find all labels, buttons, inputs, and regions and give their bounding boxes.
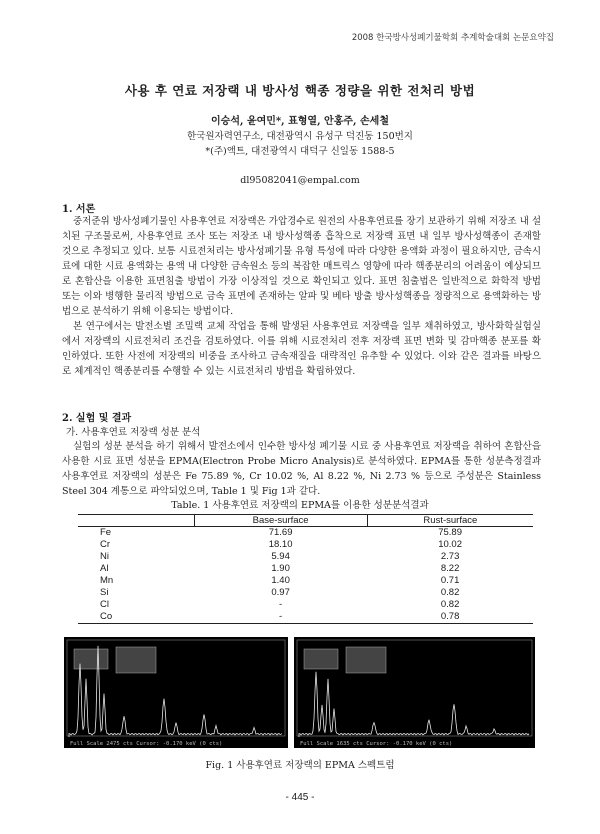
- cell-element: Fe: [100, 527, 112, 538]
- paper-title: 사용 후 연료 저장랙 내 방사성 핵종 정량을 위한 전처리 방법: [124, 83, 476, 98]
- table-row: [78, 551, 533, 563]
- epma-composition-table: [78, 514, 533, 624]
- cell-element: Co: [78, 611, 194, 624]
- cell-base-surface: 1.90: [271, 563, 290, 574]
- table-row: [78, 587, 533, 599]
- table-row: [78, 611, 533, 624]
- table-row: [78, 563, 533, 575]
- cell-element: Mn: [100, 575, 114, 586]
- cell-element: Si: [100, 587, 109, 598]
- table-header-element: [78, 515, 194, 527]
- section-1-paragraph-2: 본 연구에서는 발전소별 조밀랙 교체 작업을 통해 발생된 사용후연료 저장랙을 일부 채취하였고, 방사화학실험실에서 저장랙의 시료전처리 조건을 검토하였다. 이를 위해 시료전처리 전후 저장랙 표면 변화 및 감마핵종 분포를 확인하였다. 또한 사전에 저장랙의 비중을 조사하고 금속재질을 대략적인 유추할 수 있었다. 이와 같은 결과를 바탕으로 체계적인 핵종분리를 수행할 수 있는 시료전처리 방법을 확립하였다.: [62, 321, 541, 377]
- cell-base-surface: 71.69: [268, 527, 293, 538]
- section-1-body: [62, 214, 541, 379]
- cell-base-surface: 1.40: [271, 575, 290, 586]
- spectrum-trace: [299, 672, 529, 737]
- cell-base-surface: 0.97: [271, 587, 290, 598]
- section-2-subheading: 가. 사용후연료 저장랙 성분 분석: [66, 427, 201, 438]
- cell-base-surface: 5.94: [271, 551, 290, 562]
- spectrum-inset-box: [74, 649, 108, 669]
- cell-element: Cl: [100, 599, 109, 610]
- cell-rust-surface: 10.02: [438, 539, 462, 550]
- cell-element: Cr: [100, 539, 111, 550]
- table-row: [78, 575, 533, 587]
- table-1-caption: Table. 1 사용후연료 저장랙의 EPMA를 이용한 성분분석결과: [171, 500, 429, 511]
- cell-base-surface: -: [279, 599, 283, 610]
- cell-rust-surface: 0.78: [367, 611, 533, 624]
- spectrum-footer-text: Full Scale 1635 cts Cursor: -0.170 keV (0 cts): [300, 741, 453, 747]
- cell-base-surface: 18.10: [268, 539, 293, 550]
- spectrum-inset-box: [346, 647, 386, 673]
- cell-rust-surface: 0.82: [440, 599, 460, 610]
- contact-email[interactable]: dl95082041@empal.com: [240, 175, 360, 186]
- spectrum-inset-box: [116, 647, 156, 673]
- cell-rust-surface: 0.82: [440, 587, 460, 598]
- cell-rust-surface: 75.89: [438, 527, 462, 538]
- spectrum-right-plot: [294, 637, 535, 748]
- table-header-rust-surface: Rust-surface: [367, 515, 533, 527]
- cell-element: Ni: [100, 551, 109, 562]
- cell-rust-surface: 2.73: [440, 551, 460, 562]
- page-number: - 445 -: [285, 792, 315, 803]
- affiliation-1: 한국원자력연구소, 대전광역시 유성구 덕진동 150번지: [187, 131, 413, 142]
- spectrum-inset-box: [304, 649, 338, 669]
- epma-spectrum-base: [64, 637, 288, 748]
- table-row: [78, 539, 533, 551]
- figure-1-caption: Fig. 1 사용후연료 저장랙의 EPMA 스펙트럼: [205, 760, 395, 771]
- cell-rust-surface: 8.22: [440, 563, 460, 574]
- cell-rust-surface: 0.71: [440, 575, 460, 586]
- conference-header: 2008 한국방사성폐기물학회 추계학술대회 논문요약집: [351, 33, 554, 43]
- author-list: 이승석, 윤여민*, 표형열, 안홍주, 손세철: [211, 116, 389, 127]
- table-row: [78, 527, 533, 540]
- section-2-body: [62, 439, 541, 499]
- section-1-paragraph-1: 중저준위 방사성폐기물인 사용후연료 저장랙은 가압경수로 원전의 사용후연료를 장기 보관하기 위해 저장조 내 설치된 구조물로써, 사용후연료 조사 또는 저장조 내 방사성핵종 흡착으로 저장랙 표면 내 일부 방사성핵종이 존재할 것으로 추정되고 있다. 보통 시료전처리는 방사성폐기물 유형 특성에 따라 다양한 용액화 과정이 필요하지만, 금속시료에 대한 시료 용액화는 용액 내 다양한 금속원소 등의 복잡한 매트릭스 영향에 따라 핵종분리의 어려움이 예상되므로 혼합산을 이용한 표면침출 방법이 가장 이상적일 것으로 확인되고 있다. 표면 침출법은 일반적으로 화학적 방법 또는 이와 병행한 물리적 방법으로 금속 표면에 존재하는 알파 및 베타 방출 방사성핵종을 정량적으로 용액화하는 방법으로 분석하기 위해 이용되는 방법이다.: [62, 216, 541, 317]
- spectrum-left-plot: [64, 637, 288, 748]
- cell-base-surface: -: [194, 611, 367, 624]
- affiliation-2: *(주)액트, 대전광역시 대덕구 신일동 1588-5: [205, 146, 395, 157]
- table-header-base-surface: Base-surface: [194, 515, 367, 527]
- section-2-heading: 2. 실험 및 결과: [62, 413, 132, 424]
- spectrum-footer-text: Full Scale 2475 cts Cursor: -0.170 keV (0 cts): [70, 741, 223, 747]
- cell-element: Al: [100, 563, 109, 574]
- epma-spectrum-rust: [294, 637, 535, 748]
- section-1-heading: 1. 서론: [62, 204, 96, 215]
- table-row: [78, 599, 533, 611]
- section-2-paragraph-1: 실험의 성분 분석을 하기 위해서 발전소에서 인수한 방사성 폐기물 시료 중 사용후연료 저장랙을 취하여 혼합산을 사용한 시료 표면 성분을 EPMA(Electron Probe Micro Analysis)로 분석하였다. EPMA를 통한 성분측정결과 사용후연료 저장랙의 성분은 Fe 75.89 %, Cr 10.02 %, Al 8.22 %, Ni 2.73 % 등으로 주성분은 Stainless Steel 304 계통으로 파악되었으며, Table 1 및 Fig 1과 같다.: [62, 441, 541, 497]
